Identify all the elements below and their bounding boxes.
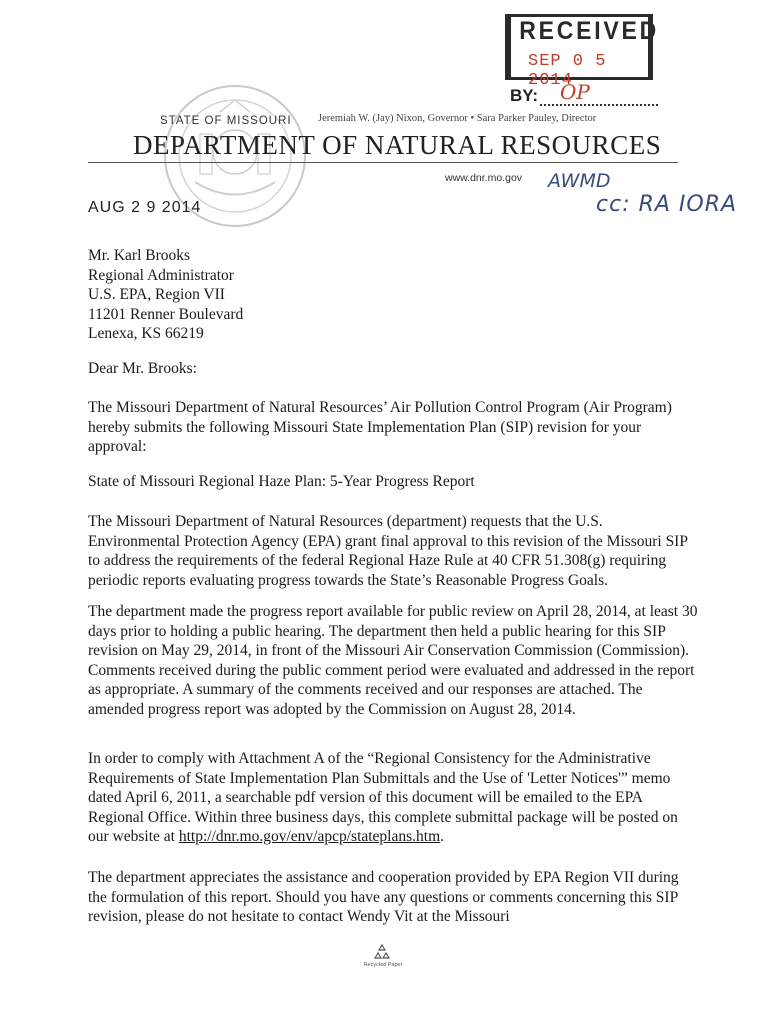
- header-divider: [88, 162, 678, 163]
- recipient-organization: U.S. EPA, Region VII: [88, 286, 225, 303]
- paragraph-compliance: [88, 749, 698, 847]
- letter-date-stamp: AUG 2 9 2014: [88, 199, 202, 216]
- recipient-name: Mr. Karl Brooks: [88, 247, 191, 264]
- paragraph-submission: The Missouri Department of Natural Resources’ Air Pollution Control Program (Air Program) hereby submits the following Missouri State Implementation Plan (SIP) revision for your approval:: [88, 399, 672, 455]
- received-stamp-signature-line: [540, 104, 658, 106]
- paragraph-plan-title: State of Missouri Regional Haze Plan: 5-Year Progress Report: [88, 473, 475, 490]
- compliance-text: In order to comply with Attachment A of the “Regional Consistency for the Administrative Requirements of State Implementation Plan Submittals and the Use of 'Letter Notices'” memo dated April 6, 2011, a searchable pdf version of this document will be emailed to the EPA Regional Office. Within three business days, this complete submittal package will be posted on our website at: [88, 750, 678, 845]
- received-stamp-word: RECEIVED: [519, 17, 659, 45]
- paragraph-public-review: The department made the progress report available for public review on April 28, 2014, at least 30 days prior to holding a public hearing. The department then held a public hearing for this SIP revision on May 29, 2014, in front of the Missouri Air Conservation Commission (Commission). Comments received during the public comment period were evaluated and addressed in the report as appropriate. A summary of the comments received and our responses are attached. The amended progress report was adopted by the Commission on August 28, 2014.: [88, 603, 698, 718]
- stateplans-link[interactable]: http://dnr.mo.gov/env/apcp/stateplans.htm: [178, 828, 441, 845]
- header-department-name: DEPARTMENT OF NATURAL RESOURCES: [133, 130, 662, 160]
- received-stamp-initials: OP: [560, 80, 590, 104]
- header-officials: Jeremiah W. (Jay) Nixon, Governor • Sara Parker Pauley, Director: [318, 113, 597, 124]
- recycle-icon: [372, 943, 392, 963]
- compliance-text-end: .: [440, 828, 445, 845]
- paragraph-closing: The department appreciates the assistance and cooperation provided by EPA Region VII during the formulation of this report. Should you have any questions or comments concerning this SIP revision, please do not hesitate to contact Wendy Vit at the Missouri: [88, 869, 679, 925]
- header-state-name: STATE OF MISSOURI: [160, 115, 292, 127]
- header-website: www.dnr.mo.gov: [445, 172, 523, 184]
- salutation: Dear Mr. Brooks:: [88, 360, 197, 377]
- recipient-title: Regional Administrator: [88, 266, 234, 284]
- recipient-street: 11201 Renner Boulevard: [88, 305, 244, 323]
- received-stamp-date: SEP 0 5 2014: [528, 52, 607, 90]
- received-stamp-by-label: BY:: [510, 86, 539, 105]
- recycled-paper-label: Recycled Paper: [363, 962, 403, 968]
- recipient-city: Lenexa, KS 66219: [88, 325, 204, 342]
- handwritten-note-routing: AWMD: [548, 170, 611, 192]
- paragraph-approval-request: The Missouri Department of Natural Resources (department) requests that the U.S. Environmental Protection Agency (EPA) grant final approval to this revision of the Missouri SIP to address the requirements of the federal Regional Haze Rule at 40 CFR 51.308(g) requiring periodic reports evaluating progress towards the State’s Reasonable Progress Goals.: [88, 513, 688, 589]
- handwritten-note-cc: cc: RA IORA: [596, 192, 738, 217]
- recipient-address: [88, 246, 243, 344]
